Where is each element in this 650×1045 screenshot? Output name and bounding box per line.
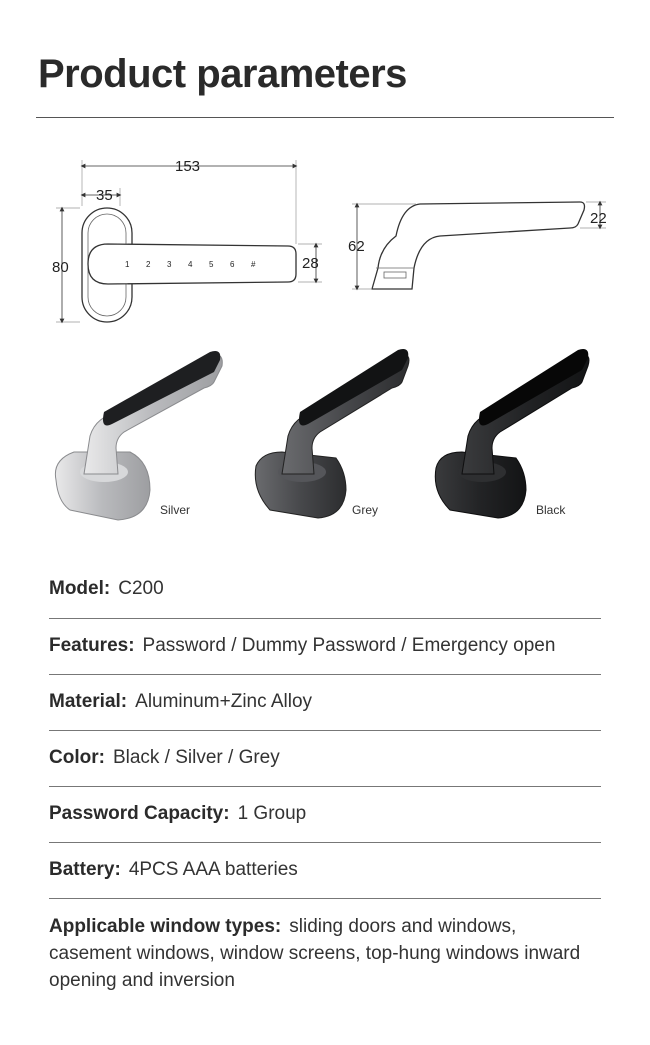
spec-row-features	[49, 619, 601, 675]
spec-value: Aluminum+Zinc Alloy	[135, 691, 313, 712]
title-divider	[36, 117, 614, 118]
color-variants	[0, 340, 650, 530]
spec-key: Model:	[49, 578, 111, 599]
spec-key: Battery:	[49, 859, 121, 880]
spec-value: Password / Dummy Password / Emergency open	[142, 635, 556, 656]
spec-key: Password Capacity:	[49, 803, 230, 824]
spec-key: Features:	[49, 635, 135, 656]
spec-value: sliding doors and windows, casement windows, window screens, top-hung windows inward opening and inversion	[49, 916, 581, 991]
spec-row-material	[49, 675, 601, 731]
side-view-drawing	[348, 202, 607, 289]
handle-silver-image	[55, 351, 222, 520]
spec-key: Material:	[49, 691, 128, 712]
spec-row-model	[49, 568, 601, 619]
variant-label-black: Black	[536, 503, 566, 517]
dimension-length: 153	[175, 158, 201, 175]
keypad-key: 4	[188, 260, 193, 269]
spec-value: C200	[118, 578, 164, 599]
front-view-drawing	[52, 158, 322, 322]
spec-key: Applicable window types:	[49, 916, 282, 937]
spec-row-color	[49, 731, 601, 787]
handle-black-image	[435, 349, 589, 518]
keypad-key: 5	[209, 260, 214, 269]
keypad-key: #	[251, 260, 256, 269]
page-title: Product parameters	[38, 52, 407, 96]
keypad-key: 3	[167, 260, 172, 269]
spec-value: Black / Silver / Grey	[112, 747, 280, 768]
variant-label-silver: Silver	[160, 503, 191, 517]
dimension-height: 80	[52, 259, 69, 276]
spec-row-battery	[49, 843, 601, 899]
keypad-key: 1	[125, 260, 130, 269]
variant-label-grey: Grey	[352, 503, 379, 517]
spec-value: 4PCS AAA batteries	[128, 859, 298, 880]
spec-row-password-capacity	[49, 787, 601, 843]
dimension-offset: 35	[96, 187, 113, 204]
spec-list	[49, 568, 601, 994]
spec-value: 1 Group	[237, 803, 307, 824]
handle-grey-image	[255, 349, 409, 518]
dimension-side-height: 62	[348, 238, 365, 255]
dimension-side-thickness: 22	[590, 210, 607, 227]
keypad-key: 6	[230, 260, 235, 269]
keypad-key: 2	[146, 260, 151, 269]
dimension-drawings	[0, 140, 650, 340]
spec-key: Color:	[49, 747, 105, 768]
dimension-depth: 28	[302, 255, 319, 272]
spec-row-window-types	[49, 899, 601, 994]
